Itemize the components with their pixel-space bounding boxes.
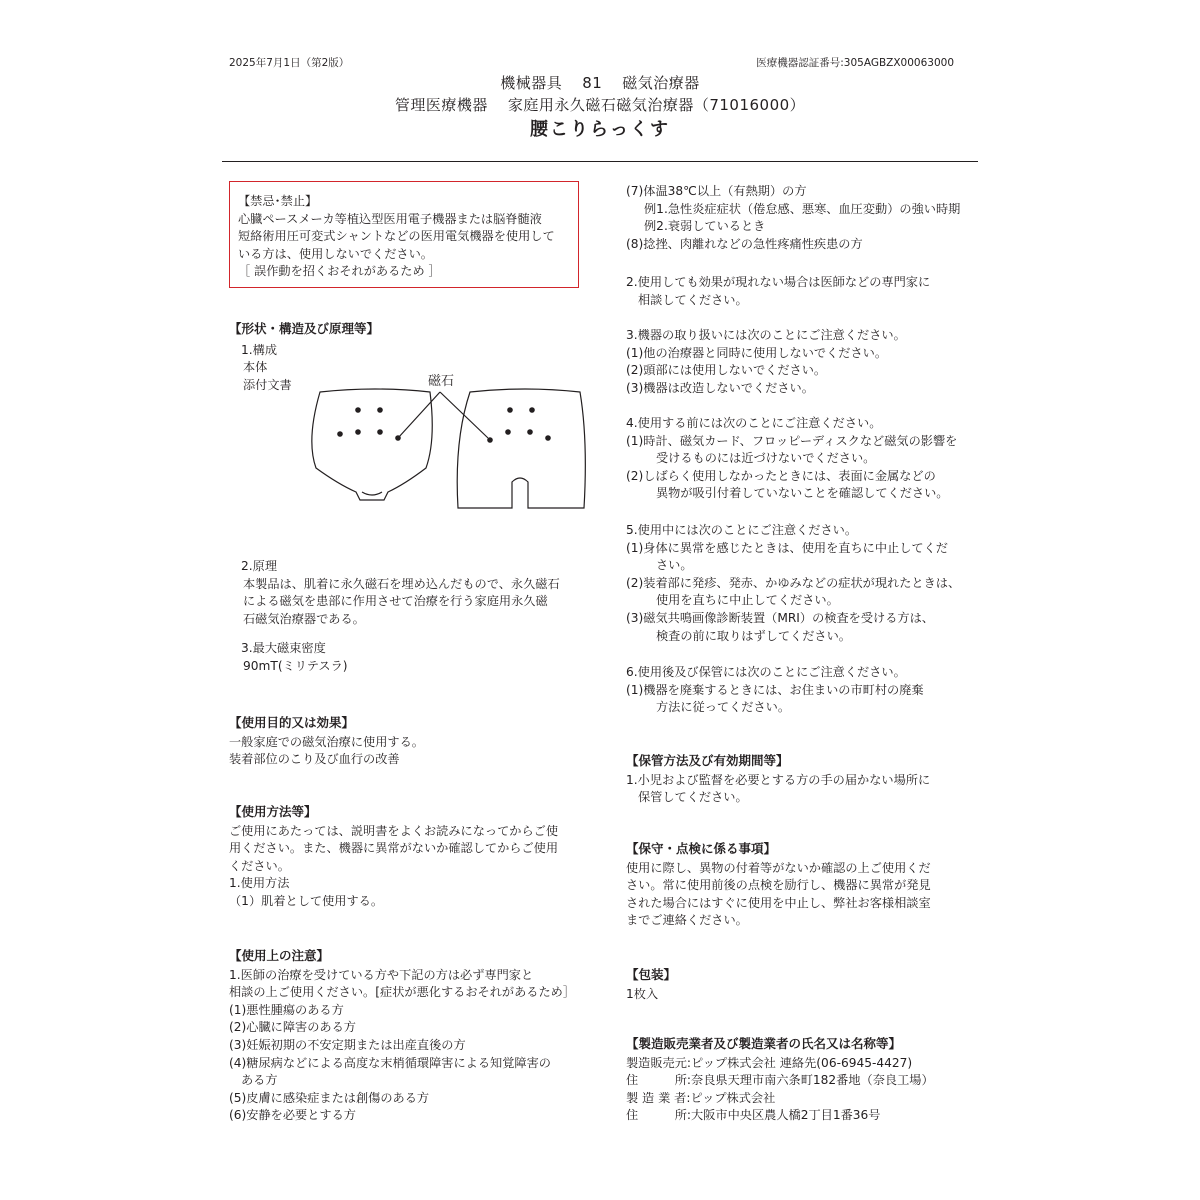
caution-point-2 [626,274,986,309]
caution-example: 例2.衰弱しているとき [644,219,766,234]
caution-item: さい。 [656,558,693,573]
caution-item: (6)安静を必要とする方 [229,1108,356,1123]
section-heading: 【保管方法及び有効期間等】 [626,753,789,768]
product-name: 腰こりらっくす [530,119,670,140]
caution-item: (3)機器は改造しないでください。 [626,380,814,395]
flux-density-value: 90mT(ミリテスラ) [243,658,348,673]
caution-point-5 [626,522,986,645]
caution-item: ある方 [241,1073,278,1088]
package-value: 1枚入 [626,986,659,1001]
caution-intro: 相談の上ご使用ください。[症状が悪化するおそれがあるため］ [229,985,576,1000]
caution-item: (2)装着部に発疹、発赤、かゆみなどの症状が現れたときは、 [626,575,961,590]
contraindication-title: 【禁忌･禁止】 [238,194,318,208]
classification-line: 機械器具 81 磁気治療器 [500,74,700,92]
caution-line: 3.機器の取り扱いには次のことにご注意ください。 [626,328,906,342]
caution-item: (2)心臓に障害のある方 [229,1020,356,1035]
caution-item: (4)糖尿病などによる高度な末梢循環障害による知覚障害の [229,1055,551,1070]
caution-item: 受けるものには近づけないでください。 [656,451,876,466]
cautions-section [229,947,589,1125]
maintenance-line: 使用に際し、異物の付着等がないか確認の上ご使用くだ [626,860,931,875]
section-heading: 【包装】 [626,967,677,982]
section-heading: 【保守・点検に係る事項】 [626,841,777,856]
storage-line: 1.小児および監督を必要とする方の手の届かない場所に [626,772,931,787]
caution-item: (1)他の治療器と同時に使用しないでください。 [626,345,888,360]
method-subtitle: 1.使用方法 [229,876,290,891]
maker-line: 製造販売元:ピップ株式会社 連絡先(06-6945-4427) [626,1055,913,1070]
principle-section [229,558,589,676]
header-divider [222,161,978,162]
caution-item: (1)時計、磁気カード、フロッピーディスクなど磁気の影響を [626,433,958,448]
certification-number: 医療機器認証番号:305AGBZX00063000 [756,57,954,69]
method-item: （1）肌着として使用する。 [229,893,384,908]
product-diagram [300,370,590,515]
caution-item: 異物が吸引付着していないことを確認してください。 [656,486,949,501]
component-item: 本体 [243,360,268,375]
revision-date: 2025年7月1日（第2版） [229,57,350,69]
maker-line: 住 所:大阪市中央区農人橋2丁目1番36号 [626,1108,881,1123]
caution-point-4 [626,415,986,503]
garment-illustration [300,370,590,515]
caution-item: (1)機器を廃棄するときには、お住まいの市町村の廃棄 [626,682,924,697]
section-heading: 【形状・構造及び原理等】 [229,321,380,336]
caution-item: (1)悪性腫瘍のある方 [229,1002,344,1017]
caution-item: (5)皮膚に感染症または創傷のある方 [229,1090,430,1105]
caution-item: (2)頭部には使用しないでください。 [626,363,827,378]
caution-item: (3)磁気共鳴画像診断装置（MRI）の検査を受ける方は、 [626,610,934,625]
storage-section [626,752,986,807]
principle-line: による磁気を患部に作用させて治療を行う家庭用永久磁 [243,594,548,609]
contraindication-box [229,181,579,288]
principle-line: 石磁気治療器である。 [243,611,365,626]
caution-line: 5.使用中には次のことにご注意ください。 [626,523,858,537]
magnet-label: 磁石 [428,374,455,389]
caution-intro: 1.医師の治療を受けている方や下記の方は必ず専門家と [229,967,534,982]
cautions-continued [626,183,986,253]
caution-item: (3)妊娠初期の不安定期または出産直後の方 [229,1037,466,1052]
section-heading: 【製造販売業者及び製造業者の氏名又は名称等】 [626,1036,902,1051]
caution-example: 例1.急性炎症症状（倦怠感、悪寒、血圧変動）の強い時期 [644,201,961,216]
caution-item: (7)体温38℃以上（有熱期）の方 [626,184,807,198]
purpose-section [229,714,589,769]
caution-point-3 [626,327,986,397]
caution-item: (2)しばらく使用しなかったときには、表面に金属などの [626,468,936,483]
category-line: 管理医療機器 家庭用永久磁石磁気治療器（71016000） [394,96,806,114]
section-heading: 【使用上の注意】 [229,948,330,963]
purpose-line: 装着部位のこり及び血行の改善 [229,752,400,767]
caution-line: 2.使用しても効果が現れない場合は医師などの専門家に [626,275,931,289]
maintenance-section [626,840,986,930]
maintenance-line: までご連絡ください。 [626,913,748,928]
maintenance-line: さい。常に使用前後の点検を励行し、機器に異常が発見 [626,878,931,893]
maintenance-line: された場合にはすぐに使用を中止し、弊社お客様相談室 [626,895,931,910]
caution-item: 使用を直ちに中止してください。 [656,593,839,608]
contraindication-line: 心臓ペースメーカ等植込型医用電子機器または脳脊髄液 [238,211,542,226]
title-block [0,72,1200,144]
subsection-title: 2.原理 [241,559,278,573]
package-section [626,966,986,1003]
caution-line: 4.使用する前には次のことにご注意ください。 [626,416,882,430]
caution-line: 相談してください。 [638,292,748,307]
section-heading: 【使用目的又は効果】 [229,715,355,730]
maker-section [626,1035,986,1125]
caution-item: 検査の前に取りはずしてください。 [656,628,851,643]
caution-item: (1)身体に異常を感じたときは、使用を直ちに中止してくだ [626,540,948,555]
contraindication-line: いる方は、使用しないでください。 [238,246,433,261]
component-item: 添付文書 [243,377,292,392]
subsection-title: 3.最大磁束密度 [241,641,326,656]
caution-line: 6.使用後及び保管には次のことにご注意ください。 [626,665,906,679]
maker-line: 製 造 業 者:ピップ株式会社 [626,1090,776,1105]
caution-item: 方法に従ってください。 [656,700,791,715]
contraindication-line: 短絡術用圧可変式シャントなどの医用電気機器を使用して [238,229,555,244]
caution-item: (8)捻挫、肉離れなどの急性疼痛性疾患の方 [626,236,863,251]
method-line: ください。 [229,858,290,873]
caution-point-6 [626,664,986,717]
storage-line: 保管してください。 [638,790,748,805]
principle-line: 本製品は、肌着に永久磁石を埋め込んだもので、永久磁石 [243,576,560,591]
section-heading: 【使用方法等】 [229,804,317,819]
contraindication-line: ［ 誤作動を招くおそれがあるため ］ [238,264,441,279]
method-line: 用ください。また、機器に異常がないか確認してからご使用 [229,841,559,856]
subsection-title: 1.構成 [241,342,278,357]
method-line: ご使用にあたっては、説明書をよくお読みになってからご使 [229,823,559,838]
purpose-line: 一般家庭での磁気治療に使用する。 [229,734,424,749]
method-section [229,803,589,911]
maker-line: 住 所:奈良県天理市南六条町182番地（奈良工場） [626,1073,934,1088]
